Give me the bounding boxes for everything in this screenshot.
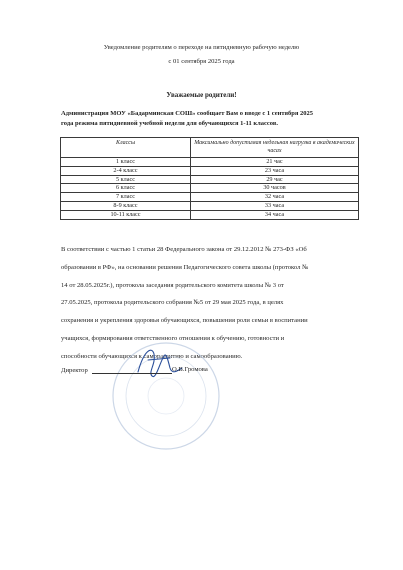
table-row: [61, 158, 359, 167]
basis-paragraph-line: образовании в РФ», на основании решения Педагогического совета школы (протокол №: [61, 264, 309, 271]
basis-paragraph-line: учащихся, формирования ответственного отношения к обучению, готовности и: [61, 335, 285, 342]
basis-paragraph-line: 27.05.2025, протокола родительского собрания №5 от 29 мая 2025 года, в целях: [61, 299, 284, 306]
column-header-max-load: Максимально допустимая недельная нагрузка в академических часах: [191, 138, 359, 158]
hours-cell: 29 час: [191, 175, 359, 184]
weekly-load-table: [60, 137, 359, 220]
column-header-classes: Классы: [61, 138, 191, 158]
hours-cell: 33 часа: [191, 201, 359, 210]
signature-role: Директор: [61, 367, 88, 374]
class-cell: 8-9 класс: [61, 201, 191, 210]
basis-paragraph-line: способности обучающихся к саморазвитию и самообразованию.: [61, 353, 243, 360]
class-cell: 1 класс: [61, 158, 191, 167]
director-signature: [130, 342, 190, 387]
notice-title-line-1: Уведомление родителям о переходе на пятидневную рабочую неделю: [103, 44, 300, 51]
table-row: [61, 193, 359, 202]
table-row: [61, 201, 359, 210]
class-cell: 2-4 класс: [61, 166, 191, 175]
hours-cell: 32 часа: [191, 193, 359, 202]
hours-cell: 21 час: [191, 158, 359, 167]
class-cell: 10-11 класс: [61, 210, 191, 219]
class-cell: 7 класс: [61, 193, 191, 202]
basis-paragraph-line: 14 от 28.05.2025г.), протокола заседания родительского комитета школы № 3 от: [61, 282, 284, 289]
class-cell: 6 класс: [61, 184, 191, 193]
signature-line: [92, 373, 172, 374]
basis-paragraph-line: сохранения и укрепления здоровья обучающихся, повышения роли семьи в воспитании: [61, 317, 308, 324]
class-cell: 5 класс: [61, 175, 191, 184]
table-row: [61, 184, 359, 193]
notice-title-line-2: с 01 сентября 2025 года: [168, 58, 235, 65]
table-header-row: [61, 138, 359, 158]
greeting: Уважаемые родители!: [166, 91, 237, 99]
director-name: О.В.Громова: [172, 366, 208, 373]
basis-paragraph-line: В соответствии с частью 1 статьи 28 Федерального закона от 29.12.2012 № 273-ФЗ «Об: [61, 246, 307, 253]
hours-cell: 30 часов: [191, 184, 359, 193]
hours-cell: 23 часа: [191, 166, 359, 175]
table-row: [61, 210, 359, 219]
hours-cell: 34 часа: [191, 210, 359, 219]
intro-line-1: Администрация МОУ «Бадарминская СОШ» сообщает Вам о вводе с 1 сентября 2025: [61, 110, 314, 117]
table-row: [61, 175, 359, 184]
table-row: [61, 166, 359, 175]
intro-line-2: года режима пятидневной учебной недели для обучающихся 1-11 классов.: [61, 119, 278, 127]
